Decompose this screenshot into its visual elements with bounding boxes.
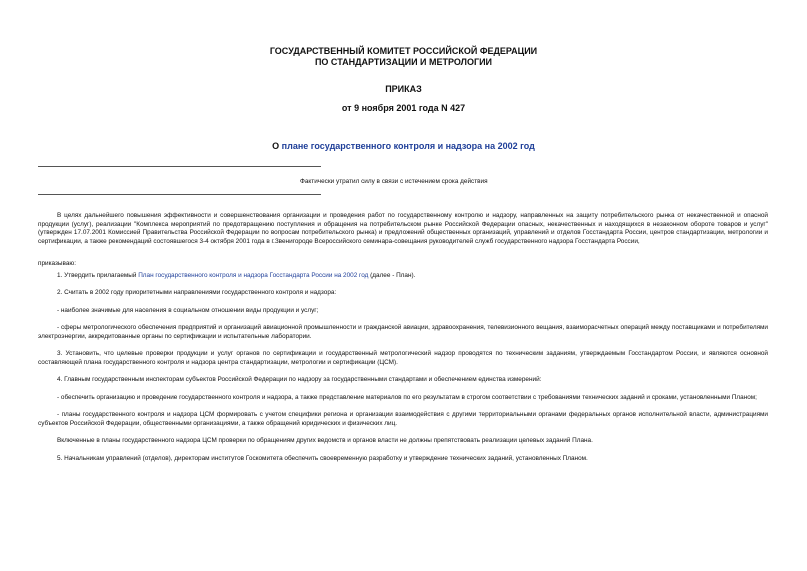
authority-line-1: ГОСУДАРСТВЕННЫЙ КОМИТЕТ РОССИЙСКОЙ ФЕДЕРАЦИИ [269,46,538,56]
title-link[interactable]: плане государственного контроля и надзора на 2002 год [281,141,535,151]
clause-1-suffix: (далее - План). [368,271,416,279]
preamble-paragraph: В целях дальнейшего повышения эффективности и совершенствования организации и проведения работ по государственному контролю и надзору, направленных на защиту потребительского рынка от некачественной и опасной продукции (услуг), реализации "Комплекса мероприятий по предотвращению поступления и обращения на потребительском рынке Российской Федерации опасных, некачественных и находящихся в незаконном обороте товаров и услуг" (утвержден 17.07.2001 Комиссией Правительства Российской Федерации по вопросам потребительского рынка) и предложений общественных организаций, управлений и отделов Госстандарта России, центров стандартизации, метрологии и сертификации, а также рекомендаций состоявшегося 3-4 октября 2001 года в г.Звенигороде Всероссийского семинара-совещания руководителей служб государственного надзора Госстандарта России, [38,212,768,245]
status-note: Фактически утратил силу в связи с истечением срока действия [300,178,488,185]
document-type: ПРИКАЗ [385,84,422,94]
order-word: приказываю: [38,260,76,267]
issuing-authority [0,46,807,68]
clause-3: 3. Установить, что целевые проверки продукции и услуг органов по сертификации и государственный метрологический надзор проводятся по техническим заданиям, утверждаемым Госстандартом России, и являются основной составляющей плана государственного контроля и надзора центра стандартизации, метрологии и сертификации (ЦСМ). [38,350,768,366]
document-date: от 9 ноября 2001 года N 427 [341,103,466,113]
clause-1 [38,272,768,281]
document-body [38,212,768,463]
clause-2: 2. Считать в 2002 году приоритетными направлениями государственного контроля и надзора: [57,289,337,296]
document-title [0,141,807,152]
authority-line-2: ПО СТАНДАРТИЗАЦИИ И МЕТРОЛОГИИ [314,57,493,67]
plan-link[interactable]: План государственного контроля и надзора Госстандарта России на 2002 год [138,271,369,279]
clause-4: 4. Главным государственным инспекторам субъектов Российской Федерации по надзору за государственными стандартами и обеспечением единства измерений: [57,376,542,383]
divider-top [38,166,321,167]
clause-5: 5. Начальникам управлений (отделов), директорам институтов Госкомитета обеспечить своевременную разработку и утверждение технических заданий, установленных Планом. [57,454,588,462]
clause-2-item-a: - наиболее значимые для населения в социальном отношении виды продукции и услуг; [57,306,319,314]
title-prefix: О [272,141,282,151]
clause-4-item-a: - обеспечить организацию и проведение государственного контроля и надзора, а также представление материалов по его результатам в строгом соответствии с требованиями технических заданий и сроками, установленными Планом; [57,393,757,401]
divider-bottom [38,194,321,195]
clause-4-note: Включенные в планы государственного надзора ЦСМ проверки по обращениям других ведомств и органов власти не должны препятствовать реализации целевых заданий Плана. [57,437,593,444]
clause-1-prefix: 1. Утвердить прилагаемый [57,271,139,279]
clause-4-item-b: - планы государственного контроля и надзора ЦСМ формировать с учетом специфики региона и организации взаимодействия с другими территориальными органами федеральных органов исполнительной власти, администрациями субъектов Российской Федерации, общественными организациями, а также обращений юридических и физических лиц. [38,411,768,427]
clause-2-item-b: - сферы метрологического обеспечения предприятий и организаций авиационной промышленности и гражданской авиации, здравоохранения, телевизионного вещания, взаиморасчетных операций между поставщиками и потребителями электроэнергии, аккредитованные органы по сертификации и испытательные лаборатории. [38,324,768,340]
